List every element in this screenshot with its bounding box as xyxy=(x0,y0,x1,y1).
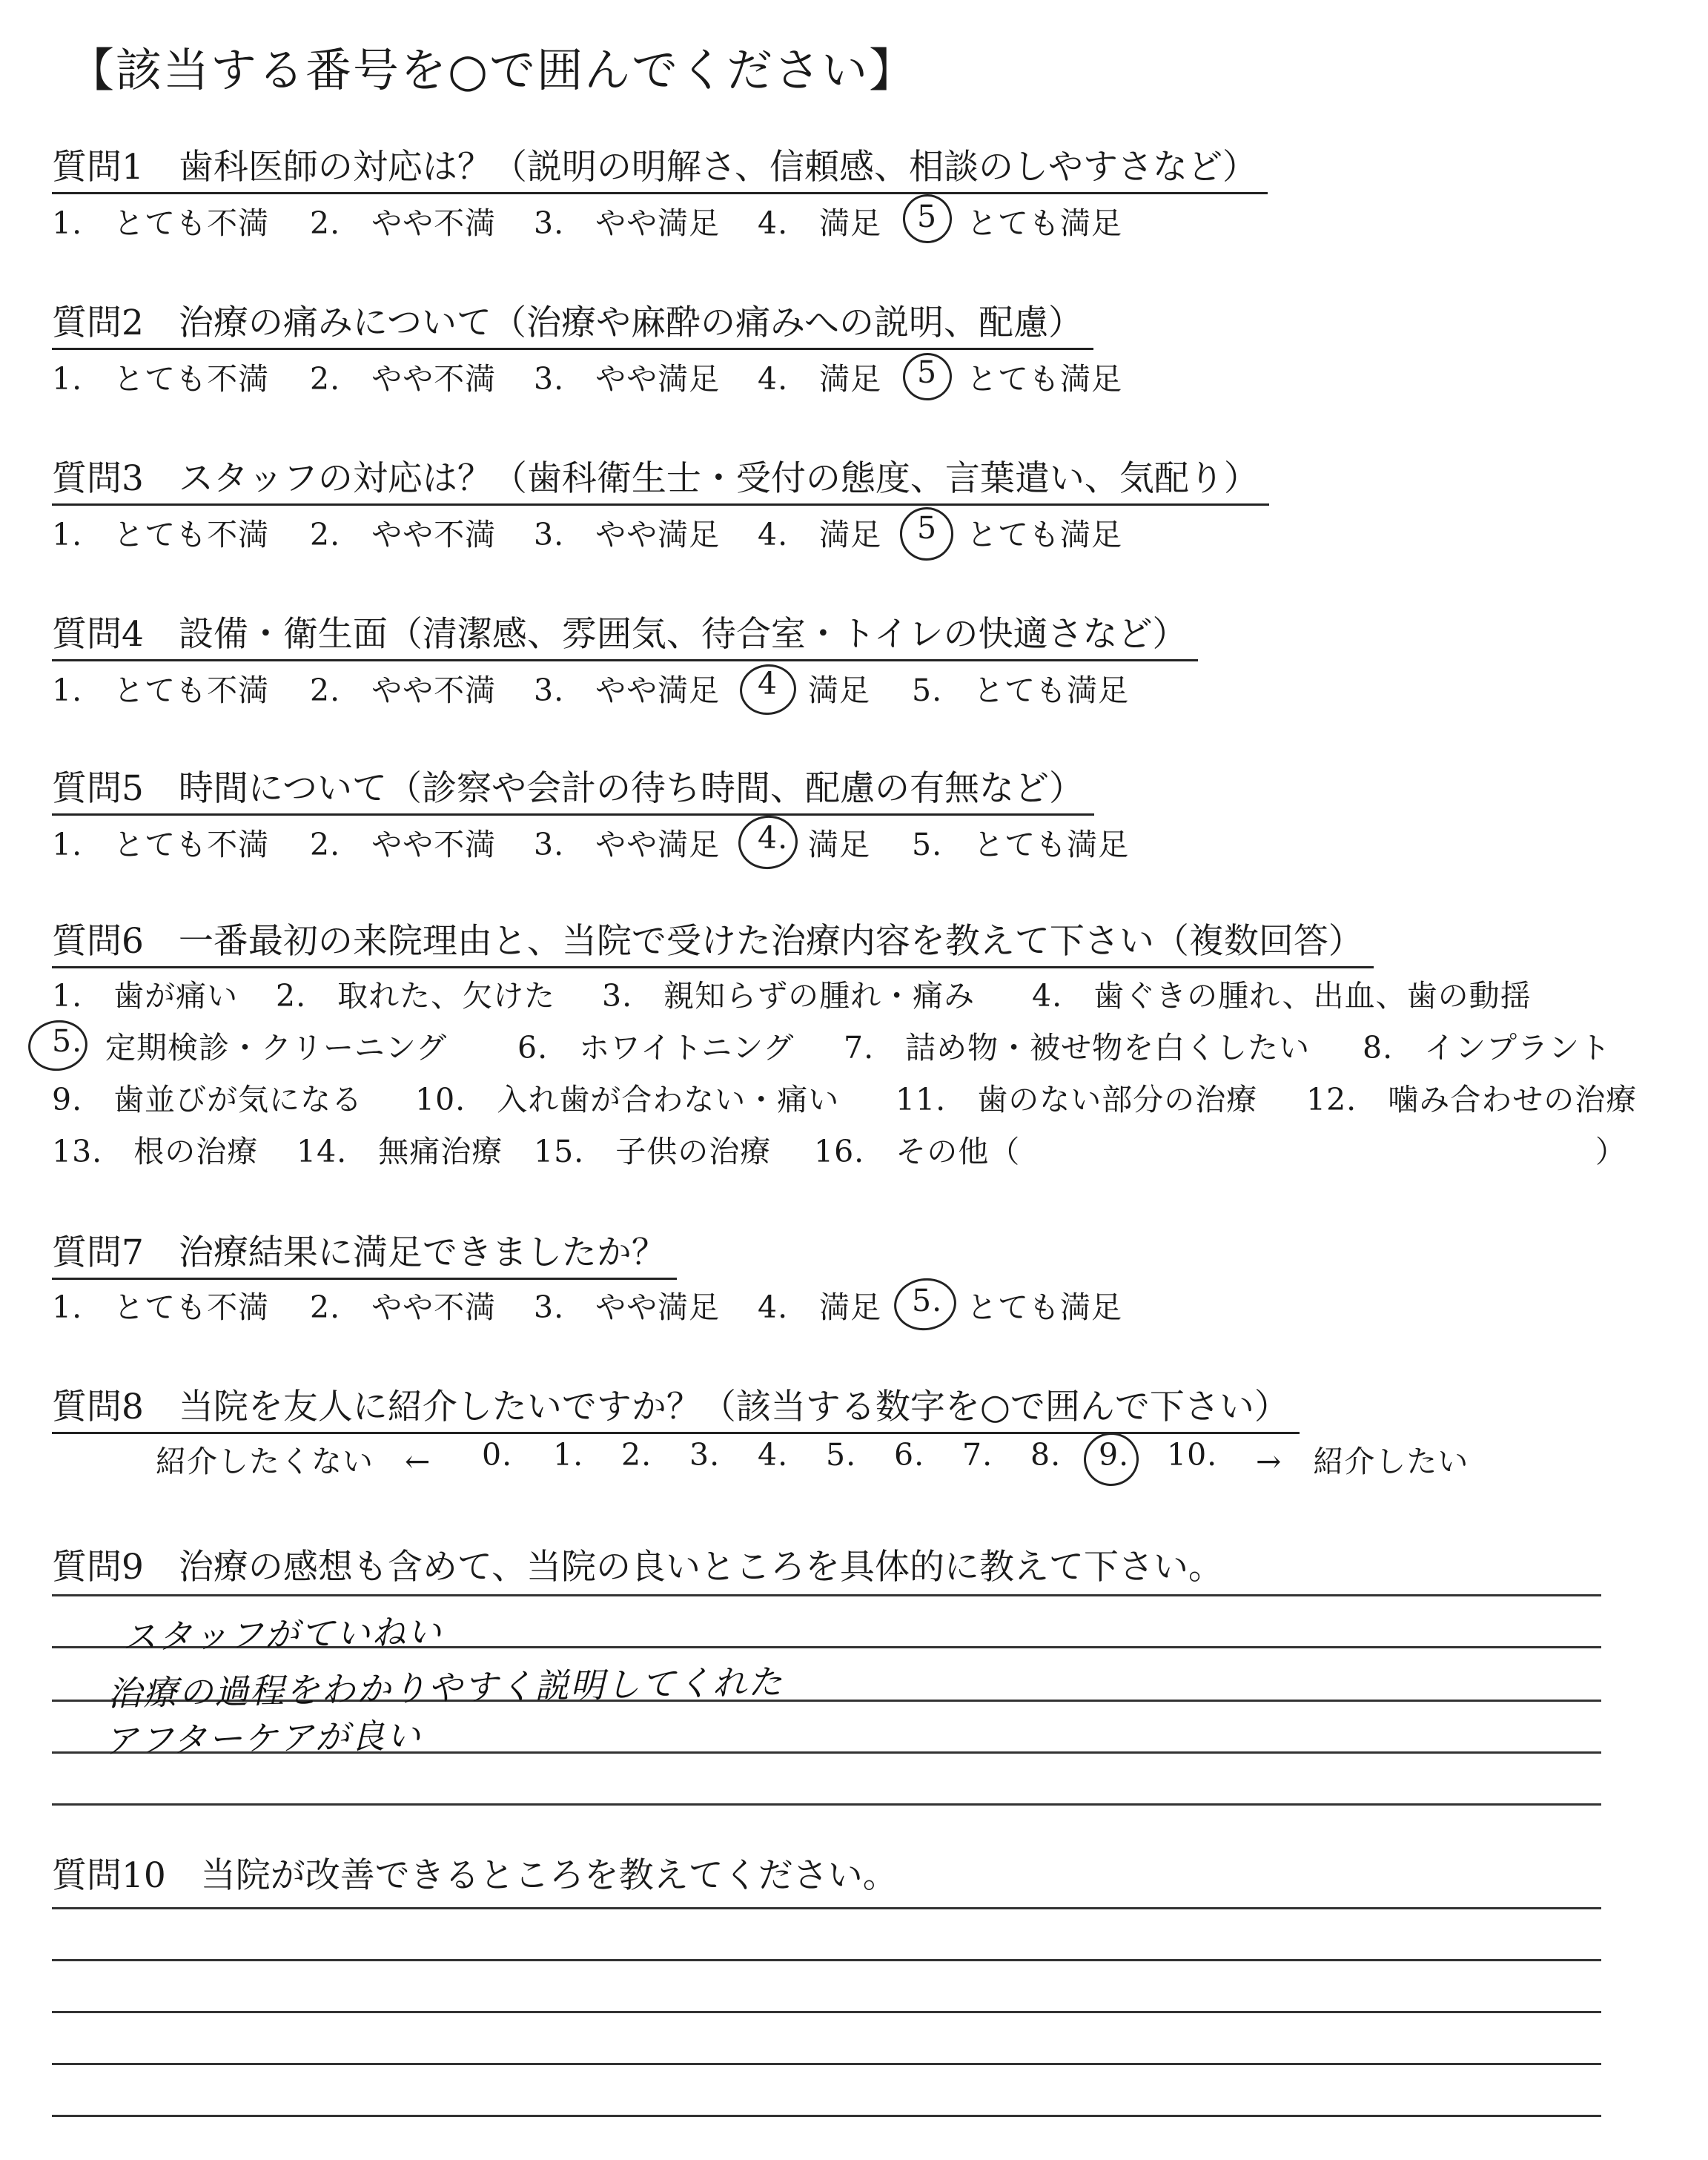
q6-option-5-label[interactable]: 定期検診・クリーニング xyxy=(105,1030,448,1066)
q9-handwritten-answer-1: スタッフがていねい xyxy=(122,1611,443,1657)
q6-other-close-paren: ） xyxy=(1595,1134,1626,1169)
q3-option-5-number[interactable]: 5 xyxy=(917,510,938,546)
q10-answer-line-1 xyxy=(52,1907,1601,1909)
q8-scale-0[interactable]: 0. xyxy=(482,1437,513,1473)
q2-option-5-number[interactable]: 5 xyxy=(917,354,938,390)
q9-answer-line-1 xyxy=(52,1594,1601,1596)
q6-option-12[interactable]: 12. 噛み合わせの治療 xyxy=(1306,1082,1638,1117)
q9-answer-line-5 xyxy=(52,1803,1601,1806)
q3-option-4[interactable]: 4. 満足 xyxy=(758,517,882,552)
q10-answer-line-4 xyxy=(52,2063,1601,2065)
q6-title: 質問6 一番最初の来院理由と、当院で受けた治療内容を教えて下さい（複数回答） xyxy=(52,914,1374,968)
q8-scale-10[interactable]: 10. xyxy=(1167,1437,1218,1473)
q4-option-2[interactable]: 2. やや不満 xyxy=(310,673,497,708)
q5-option-4-label[interactable]: 満足 xyxy=(808,827,870,862)
q1-option-2[interactable]: 2. やや不満 xyxy=(310,205,497,241)
q4-option-4-label[interactable]: 満足 xyxy=(808,673,870,708)
q8-scale-7[interactable]: 7. xyxy=(962,1437,993,1473)
q6-option-5-number[interactable]: 5. xyxy=(52,1023,83,1059)
q6-option-3[interactable]: 3. 親知らずの腫れ・痛み xyxy=(602,978,976,1014)
q5-option-1[interactable]: 1. とても不満 xyxy=(52,827,270,862)
q6-options-row-3 xyxy=(52,1075,1668,1120)
q2-option-1[interactable]: 1. とても不満 xyxy=(52,361,270,397)
q4-option-1[interactable]: 1. とても不満 xyxy=(52,673,270,708)
q2-title: 質問2 治療の痛みについて（治療や麻酔の痛みへの説明、配慮） xyxy=(52,295,1093,350)
q9-handwritten-answer-2: 治療の過程をわかりやすく説明してくれた xyxy=(107,1662,784,1714)
q6-option-9[interactable]: 9. 歯並びが気になる xyxy=(52,1082,363,1117)
q1-option-1[interactable]: 1. とても不満 xyxy=(52,205,270,241)
q8-title: 質問8 当院を友人に紹介したいですか？（該当する数字を○で囲んで下さい） xyxy=(52,1379,1300,1434)
q2-option-3[interactable]: 3. やや満足 xyxy=(534,361,721,397)
q7-options xyxy=(52,1283,1386,1327)
q4-option-4-number[interactable]: 4 xyxy=(758,666,778,701)
q8-scale-2[interactable]: 2. xyxy=(621,1437,652,1473)
q1-option-5-number[interactable]: 5 xyxy=(917,199,938,234)
q8-scale-9[interactable]: 9. xyxy=(1099,1437,1130,1473)
q8-scale xyxy=(52,1437,1535,1482)
q1-option-3[interactable]: 3. やや満足 xyxy=(534,205,721,241)
q7-title: 質問7 治療結果に満足できましたか？ xyxy=(52,1225,677,1280)
q9-handwritten-answer-3: アフターケアが良い xyxy=(103,1715,423,1761)
q7-option-5-label[interactable]: とても満足 xyxy=(967,1289,1122,1325)
q8-scale-4[interactable]: 4. xyxy=(758,1437,789,1473)
q1-option-4[interactable]: 4. 満足 xyxy=(758,205,882,241)
q3-option-3[interactable]: 3. やや満足 xyxy=(534,517,721,552)
q1-option-5-label[interactable]: とても満足 xyxy=(967,205,1122,241)
q5-options xyxy=(52,820,1386,865)
q8-scale-3[interactable]: 3. xyxy=(689,1437,721,1473)
q4-option-3[interactable]: 3. やや満足 xyxy=(534,673,721,708)
q8-scale-1[interactable]: 1. xyxy=(553,1437,584,1473)
q7-option-1[interactable]: 1. とても不満 xyxy=(52,1289,270,1325)
q8-right-label: → 紹介したい xyxy=(1256,1444,1469,1479)
q3-title: 質問3 スタッフの対応は？（歯科衛生士・受付の態度、言葉遣い、気配り） xyxy=(52,451,1269,506)
q6-option-14[interactable]: 14. 無痛治療 xyxy=(297,1134,503,1169)
q7-option-5-number[interactable]: 5. xyxy=(912,1283,943,1318)
q2-option-2[interactable]: 2. やや不満 xyxy=(310,361,497,397)
q10-title: 質問10 当院が改善できるところを教えてください。 xyxy=(52,1855,898,1896)
q3-option-5-label[interactable]: とても満足 xyxy=(967,517,1122,552)
q5-option-2[interactable]: 2. やや不満 xyxy=(310,827,497,862)
q7-option-4[interactable]: 4. 満足 xyxy=(758,1289,882,1325)
q3-option-2[interactable]: 2. やや不満 xyxy=(310,517,497,552)
q9-title: 質問9 治療の感想も含めて、当院の良いところを具体的に教えて下さい。 xyxy=(52,1547,1223,1588)
q5-option-3[interactable]: 3. やや満足 xyxy=(534,827,721,862)
q7-option-3[interactable]: 3. やや満足 xyxy=(534,1289,721,1325)
q2-options xyxy=(52,354,1386,399)
q2-option-5-label[interactable]: とても満足 xyxy=(967,361,1122,397)
q4-options xyxy=(52,666,1386,710)
q6-option-13[interactable]: 13. 根の治療 xyxy=(52,1134,259,1169)
q8-scale-5[interactable]: 5. xyxy=(826,1437,857,1473)
q5-option-5[interactable]: 5. とても満足 xyxy=(912,827,1130,862)
q7-option-2[interactable]: 2. やや不満 xyxy=(310,1289,497,1325)
q6-option-11[interactable]: 11. 歯のない部分の治療 xyxy=(896,1082,1258,1117)
q10-answer-line-3 xyxy=(52,2011,1601,2013)
q6-option-6[interactable]: 6. ホワイトニング xyxy=(517,1030,795,1066)
q10-answer-line-5 xyxy=(52,2115,1601,2117)
q6-option-8[interactable]: 8. インプラント xyxy=(1363,1030,1612,1066)
form-header: 【該当する番号を○で囲んでください】 xyxy=(68,43,917,97)
q6-options-row-1 xyxy=(52,971,1668,1016)
q6-option-2[interactable]: 2. 取れた、欠けた xyxy=(276,978,556,1014)
q6-options-row-4 xyxy=(52,1127,1668,1172)
q4-option-5[interactable]: 5. とても満足 xyxy=(912,673,1130,708)
q8-scale-8[interactable]: 8. xyxy=(1030,1437,1062,1473)
q6-option-7[interactable]: 7. 詰め物・被せ物を白くしたい xyxy=(844,1030,1311,1066)
q3-option-1[interactable]: 1. とても不満 xyxy=(52,517,270,552)
q6-option-1[interactable]: 1. 歯が痛い xyxy=(52,978,239,1014)
q10-answer-line-2 xyxy=(52,1959,1601,1961)
q3-options xyxy=(52,510,1386,555)
q6-options-row-2 xyxy=(52,1023,1668,1068)
q2-option-4[interactable]: 4. 満足 xyxy=(758,361,882,397)
q8-scale-6[interactable]: 6. xyxy=(894,1437,925,1473)
q4-title: 質問4 設備・衛生面（清潔感、雰囲気、待合室・トイレの快適さなど） xyxy=(52,607,1198,661)
q1-title: 質問1 歯科医師の対応は？（説明の明解さ、信頼感、相談のしやすさなど） xyxy=(52,139,1268,194)
q6-option-15[interactable]: 15. 子供の治療 xyxy=(534,1134,772,1169)
q5-option-4-number[interactable]: 4. xyxy=(758,820,789,856)
q6-option-4[interactable]: 4. 歯ぐきの腫れ、出血、歯の動揺 xyxy=(1032,978,1532,1014)
q6-option-10[interactable]: 10. 入れ歯が合わない・痛い xyxy=(415,1082,840,1117)
q5-title: 質問5 時間について（診察や会計の待ち時間、配慮の有無など） xyxy=(52,761,1094,816)
q1-options xyxy=(52,199,1386,243)
q8-left-label: 紹介したくない ← xyxy=(156,1444,431,1479)
q6-option-16[interactable]: 16. その他（ xyxy=(814,1134,1021,1169)
